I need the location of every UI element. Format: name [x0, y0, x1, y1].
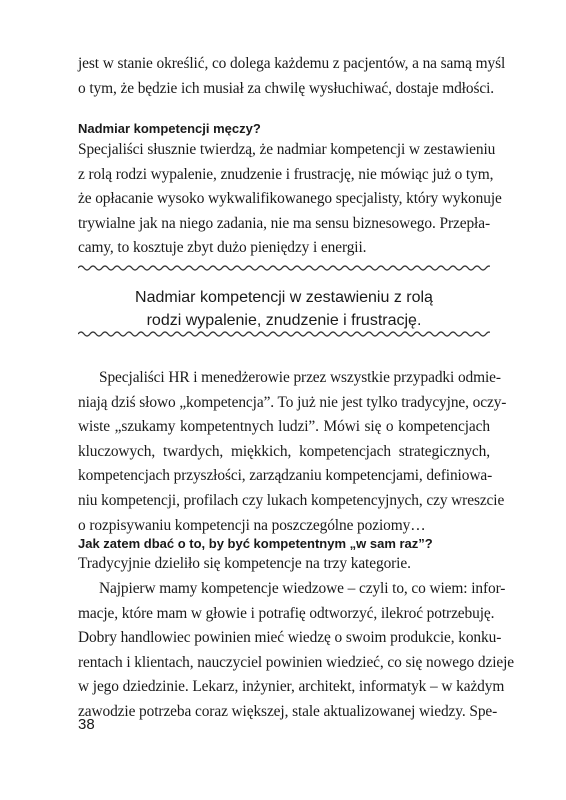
text-line: Najpierw mamy kompetencje wiedzowe – czyli to, co wiem: infor- [99, 580, 506, 597]
text-line: kluczowych, twardych, miękkich, kompetencjach strategicznych, [78, 442, 490, 460]
text-line: wiste „szukamy kompetentnych ludzi”. Mówi się o kompetencjach [78, 418, 490, 436]
section-heading: Nadmiar kompetencji męczy? [78, 121, 261, 136]
wavy-divider-top [78, 264, 490, 272]
pull-quote-line: Nadmiar kompetencji w zestawieniu z rolą [135, 289, 433, 306]
text-line: Specjaliści słusznie twierdzą, że nadmiar kompetencji w zestawieniu [78, 141, 496, 158]
paragraph-continuation [78, 52, 506, 101]
page-number: 38 [78, 716, 95, 733]
text-line: że opłacanie wysoko wykwalifikowanego specjalisty, który wykonuje [78, 190, 502, 208]
text-line: Tradycyjnie dzieliło się kompetencje na trzy kategorie. [78, 555, 411, 572]
text-line: o tym, że będzie ich musiał za chwilę wysłuchiwać, dostaje mdłości. [78, 79, 494, 97]
text-line: z rolą rodzi wypalenie, znudzenie i frustrację, nie mówiąc już o tym, [78, 165, 494, 183]
wavy-divider-bottom [78, 330, 490, 338]
pull-quote-text [78, 286, 490, 332]
text-line: w jego dziedzinie. Lekarz, inżynier, architekt, informatyk – w każdym [78, 678, 505, 696]
text-line: o rozpisywaniu kompetencji na poszczególne poziomy… [78, 516, 426, 534]
text-line: Specjaliści HR i menedżerowie przez wszystkie przypadki odmie- [99, 369, 501, 386]
text-line: niają dziś słowo „kompetencja”. To już nie jest tylko tradycyjne, oczy- [78, 393, 507, 411]
text-line: jest w stanie określić, co dolega każdemu z pacjentów, a na samą myśl [78, 55, 506, 72]
text-line: rentach i klientach, nauczyciel powinien wiedzieć, co się nowego dzieje [78, 653, 515, 671]
section-heading: Jak zatem dbać o to, by być kompetentnym „w sam raz”? [78, 536, 433, 551]
text-line: Dobry handlowiec powinien mieć wiedzę o swoim produkcie, konku- [78, 629, 502, 647]
pull-quote-line: rodzi wypalenie, znudzenie i frustrację. [146, 312, 422, 329]
paragraph [78, 577, 515, 725]
paragraph [78, 138, 502, 261]
text-line: niu kompetencji, profilach czy lukach kompetencyjnych, czy wreszcie [78, 491, 505, 509]
paragraph [78, 552, 490, 577]
pull-quote [78, 256, 490, 340]
text-line: macje, które mam w głowie i potrafię odtworzyć, ilekroć potrzebuję. [78, 604, 495, 622]
paragraph [78, 366, 507, 538]
text-line: trywialne jak na niego zadania, nie ma sensu biznesowego. Przepła- [78, 214, 490, 232]
text-line: camy, to kosztuje zbyt dużo pieniędzy i energii. [78, 239, 367, 257]
text-line: kompetencjach przyszłości, zarządzaniu kompetencjami, definiowa- [78, 467, 493, 485]
text-line: zawodzie potrzeba coraz większej, stale aktualizowanej wiedzy. Spe- [78, 702, 498, 720]
